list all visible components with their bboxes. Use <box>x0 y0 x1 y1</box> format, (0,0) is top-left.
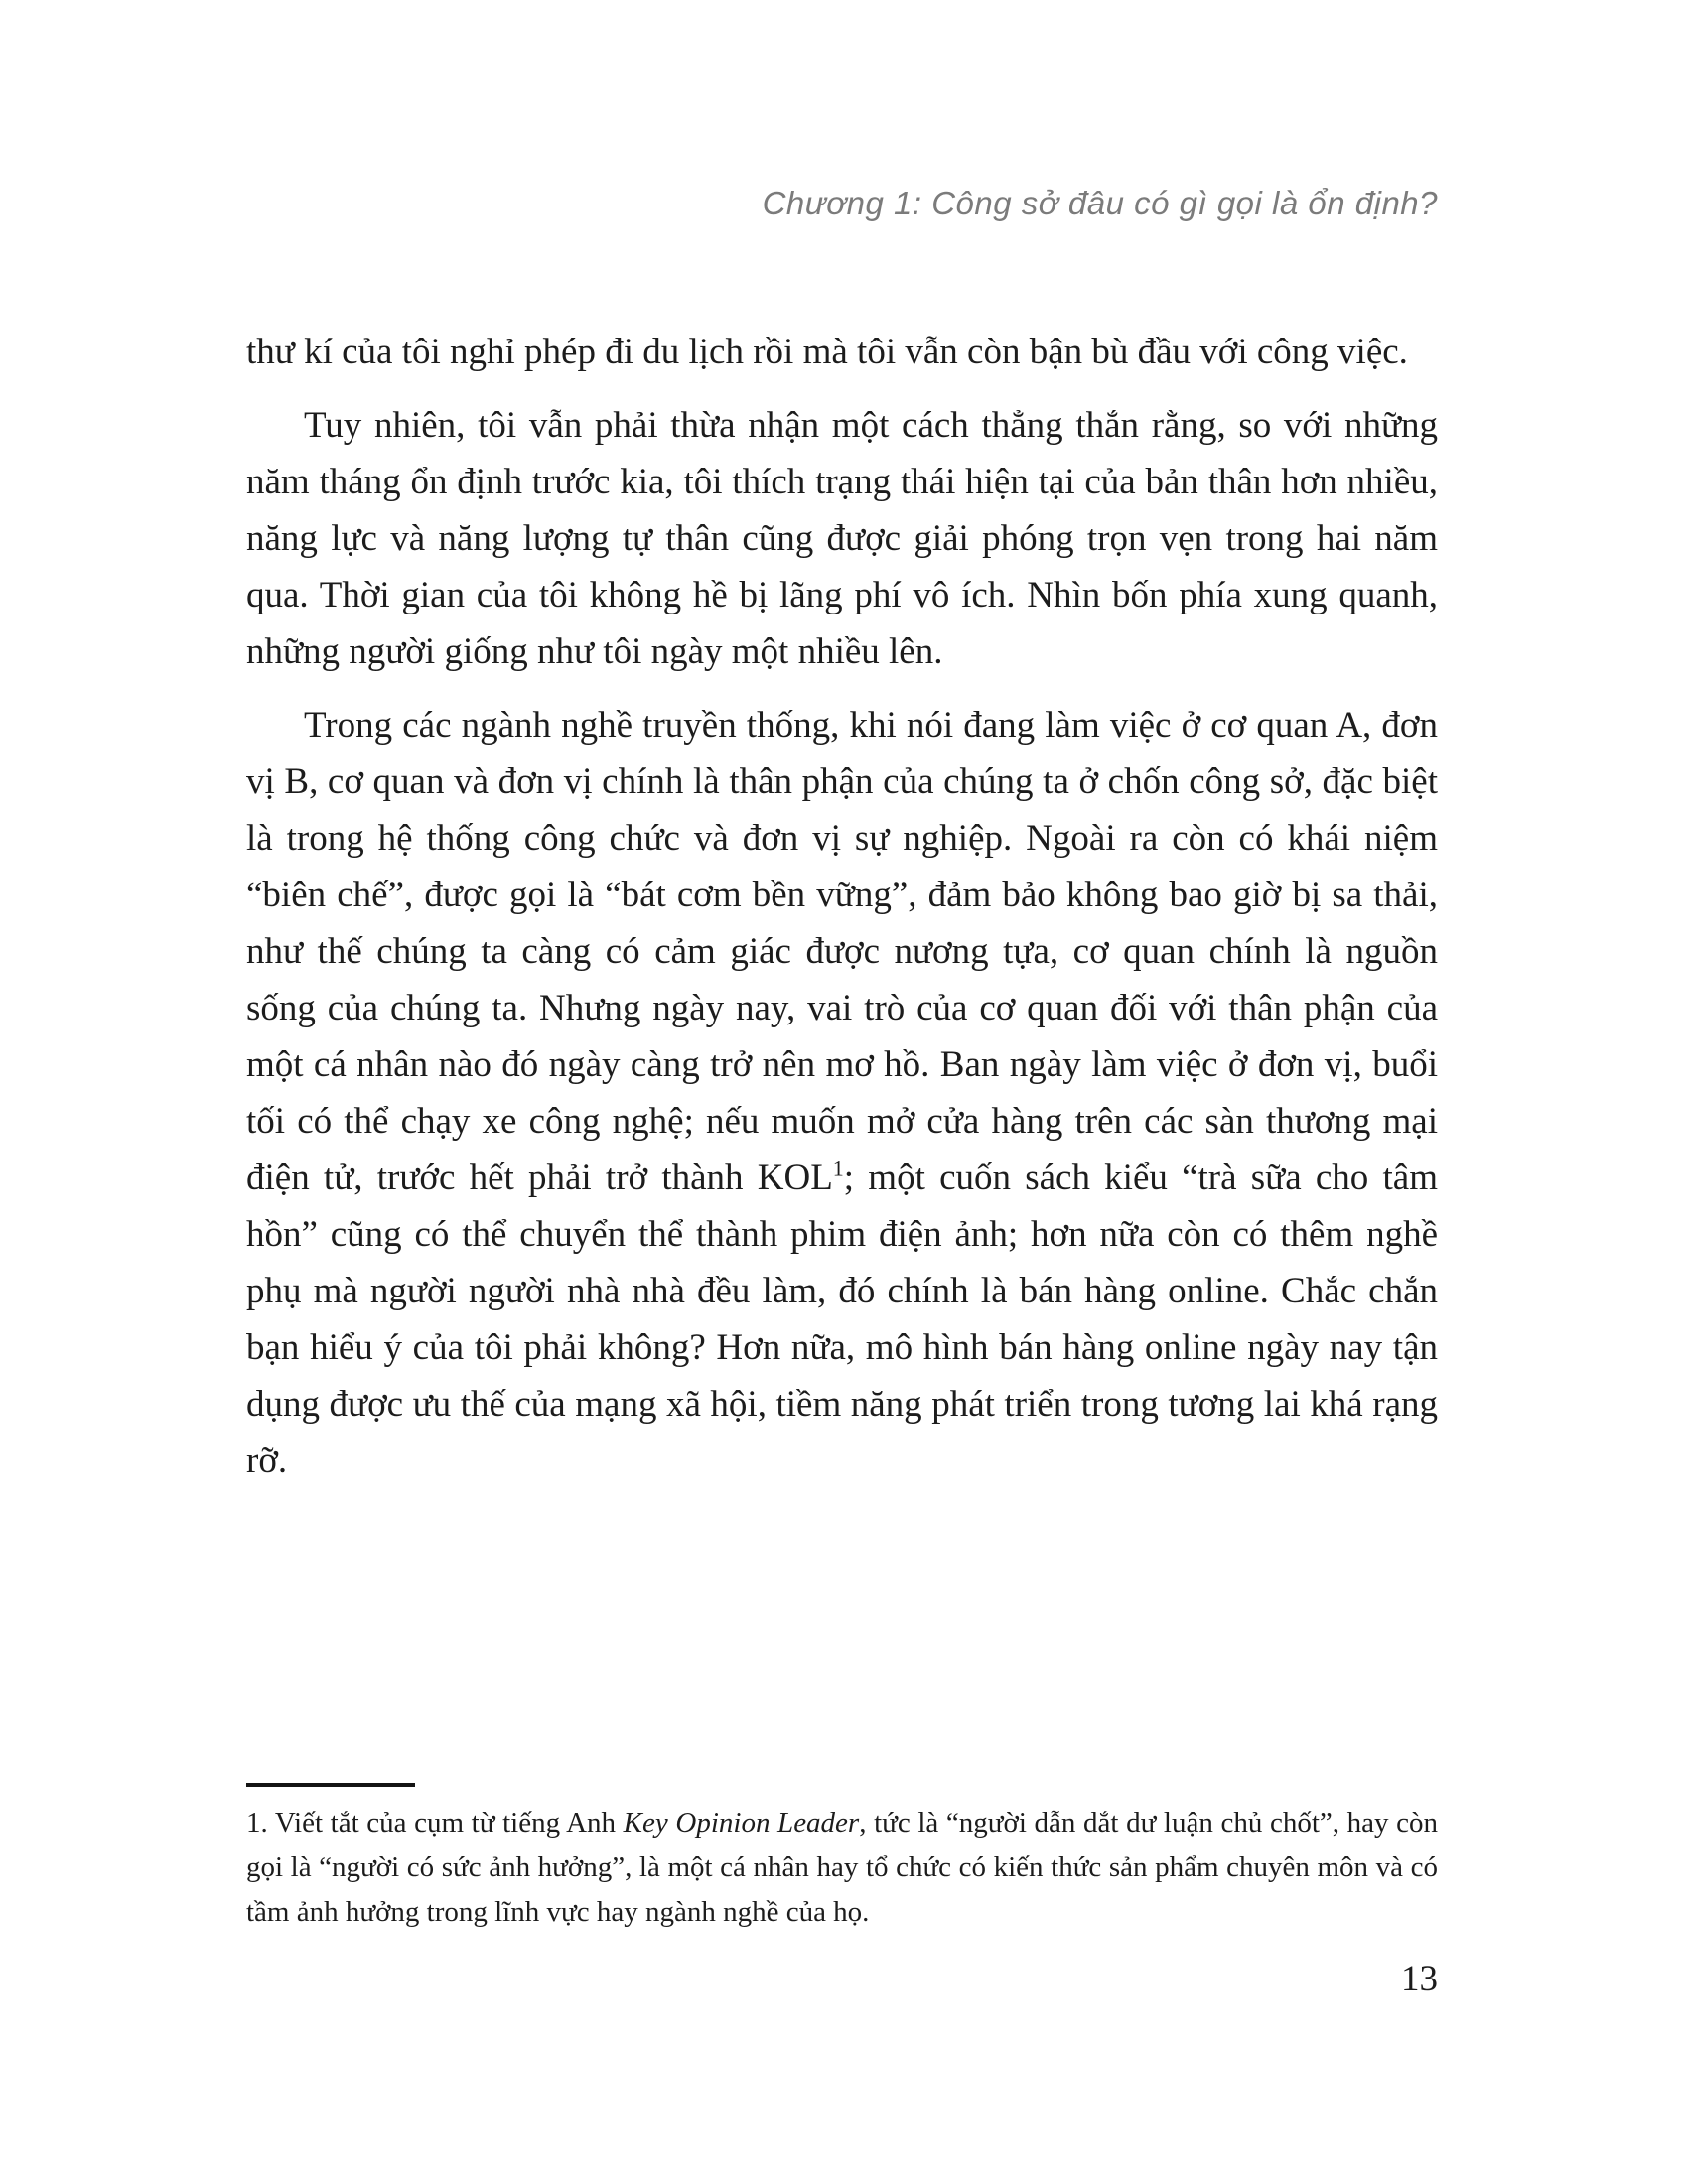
footnote-rest: , tức là “người dẫn dắt dư luận chủ chốt”, hay còn gọi là “người có sức ảnh hưởng”, là một cá nhân hay tổ chức có kiến thức sản phẩm chuyên môn và có tầm ảnh hưởng trong lĩnh vực hay ngành nghề của họ. <box>246 1807 1438 1928</box>
paragraph: Tuy nhiên, tôi vẫn phải thừa nhận một cách thẳng thắn rằng, so với những năm tháng ổn định trước kia, tôi thích trạng thái hiện tại của bản thân hơn nhiều, năng lực và năng lượng tự thân cũng được giải phóng trọn vẹn trong hai năm qua. Thời gian của tôi không hề bị lãng phí vô ích. Nhìn bốn phía xung quanh, những người giống như tôi ngày một nhiều lên. <box>246 405 1438 672</box>
footnote-term-italic: Key Opinion Leader <box>623 1807 860 1839</box>
footnote-reference-marker: 1 <box>832 1156 844 1181</box>
paragraph <box>246 697 1438 1489</box>
body-text <box>246 324 1438 1506</box>
paragraph-continuation: thư kí của tôi nghỉ phép đi du lịch rồi mà tôi vẫn còn bận bù đầu với công việc. <box>246 332 1408 372</box>
paragraph-text-before-ref: Trong các ngành nghề truyền thống, khi nói đang làm việc ở cơ quan A, đơn vị B, cơ quan và đơn vị chính là thân phận của chúng ta ở chốn công sở, đặc biệt là trong hệ thống công chức và đơn vị sự nghiệp. Ngoài ra còn có khái niệm “biên chế”, được gọi là “bát cơm bền vững”, đảm bảo không bao giờ bị sa thải, như thế chúng ta càng có cảm giác được nương tựa, cơ quan chính là nguồn sống của chúng ta. Nhưng ngày nay, vai trò của cơ quan đối với thân phận của một cá nhân nào đó ngày càng trở nên mơ hồ. Ban ngày làm việc ở đơn vị, buổi tối có thể chạy xe công nghệ; nếu muốn mở cửa hàng trên các sàn thương mại điện tử, trước hết phải trở thành KOL <box>246 705 1438 1198</box>
footnote-divider <box>246 1783 415 1787</box>
running-header: Chương 1: Công sở đâu có gì gọi là ổn định? <box>762 185 1438 221</box>
footnote-text <box>246 1801 1438 1935</box>
page-number: 13 <box>1401 1959 1438 1999</box>
paragraph-text-after-ref: ; một cuốn sách kiểu “trà sữa cho tâm hồn” cũng có thể chuyển thể thành phim điện ảnh; hơn nữa còn có thêm nghề phụ mà người người nhà nhà đều làm, đó chính là bán hàng online. Chắc chắn bạn hiểu ý của tôi phải không? Hơn nữa, mô hình bán hàng online ngày nay tận dụng được ưu thế của mạng xã hội, tiềm năng phát triển trong tương lai khá rạng rỡ. <box>246 1158 1438 1481</box>
footnote <box>246 1783 1438 1935</box>
footnote-lead: 1. Viết tắt của cụm từ tiếng Anh <box>246 1807 624 1839</box>
